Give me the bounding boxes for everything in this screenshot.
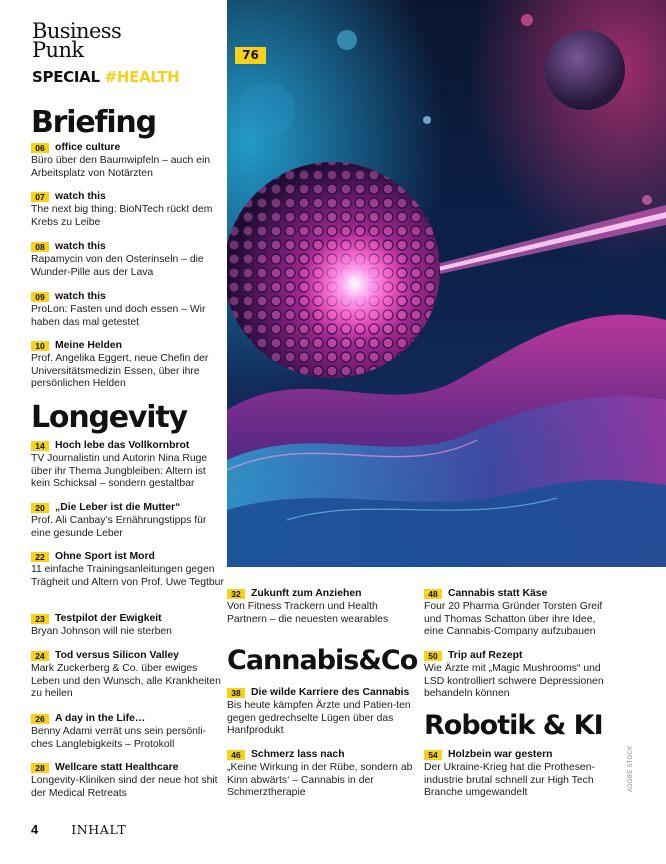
entry-description: Wie Ärzte mit „Magic Mushrooms“ und LSD kontrolliert schwere Depressionen behandeln können (424, 663, 604, 700)
toc-entry[interactable] (31, 762, 227, 800)
entry-description: Von Fitness Trackern und Health Partnern – die neuesten wearables (227, 601, 389, 625)
entry-description: Prof. Ali Canbay’s Ernährungstipps für eine gesunde Leber (31, 515, 207, 539)
page-number-badge: 24 (31, 651, 49, 661)
entry-title: Ohne Sport ist Mord (55, 551, 155, 562)
entry-title: office culture (55, 142, 121, 153)
page-number-badge: 48 (424, 589, 442, 599)
footer-label: INHALT (71, 822, 127, 837)
entry-title: Holzbein war gestern (448, 749, 553, 760)
entry-description: Longevity-Kliniken sind der neue hot shit der Medical Retreats (31, 775, 218, 799)
brand-line-2: Punk (32, 38, 84, 62)
page-number-badge: 28 (31, 763, 49, 773)
entry-title: watch this (55, 191, 106, 202)
special-label: SPECIAL (32, 68, 100, 86)
page-number-badge: 23 (31, 614, 49, 624)
entry-description: Bis heute kämpfen Ärzte und Patien-ten gegen gedrechselte Lügen über das Hanfprodukt (227, 700, 411, 737)
footer-page-number: 4 (31, 822, 39, 837)
entry-title: Die wilde Karriere des Cannabis (251, 687, 410, 698)
entry-title: A day in the Life… (55, 713, 146, 724)
entry-description: ProLon: Fasten und doch essen – Wir haben das mal getestet (31, 304, 206, 328)
page-number-badge: 38 (227, 688, 245, 698)
toc-entry[interactable] (31, 191, 227, 229)
entry-description: Büro über den Baumwipfeln – auch ein Arbeitsplatz von Notärzten (31, 155, 211, 179)
entry-title: Tod versus Silicon Valley (55, 650, 179, 661)
section-heading-robotik: Robotik & KI (424, 710, 603, 741)
toc-entry[interactable] (31, 340, 227, 391)
page-number-badge: 06 (31, 143, 49, 153)
entry-description: TV Journalistin und Autorin Nina Ruge über ihr Thema Jungbleiben: Altern ist kein Schicksal – sondern gestaltbar (31, 453, 208, 490)
section-heading-briefing: Briefing (31, 105, 156, 140)
entry-title: watch this (55, 241, 106, 252)
page-footer (31, 822, 126, 837)
toc-entry[interactable] (31, 142, 227, 180)
special-tagline (32, 68, 212, 86)
toc-entry[interactable] (227, 687, 413, 738)
entry-title: watch this (55, 291, 106, 302)
entry-title: Zukunft zum Anziehen (251, 588, 362, 599)
entry-description: The next big thing: BioNTech rückt dem Krebs zu Leibe (31, 204, 213, 228)
page-number-badge: 50 (424, 651, 442, 661)
page-number-badge: 08 (31, 242, 49, 252)
toc-entry[interactable] (31, 502, 227, 540)
hero-image (227, 0, 666, 567)
cover-page-badge: 76 (235, 47, 266, 64)
page-number-badge: 32 (227, 589, 245, 599)
masthead (32, 19, 212, 86)
page-number-badge: 26 (31, 714, 49, 724)
entry-title: Schmerz lass nach (251, 749, 345, 760)
entry-description: Benny Adami verrät uns sein persönli-ches Langlebigkeits – Protokoll (31, 726, 206, 750)
entry-description: Rapamycin von den Osterinseln – die Wunder-Pille aus der Lava (31, 254, 204, 278)
page-number-badge: 14 (31, 441, 49, 451)
toc-entry[interactable] (424, 588, 610, 639)
toc-entry[interactable] (424, 650, 610, 701)
photo-credit: ADOBE STOCK (628, 745, 634, 792)
page-number-badge: 09 (31, 292, 49, 302)
section-heading-cannabis: Cannabis&Co (227, 645, 418, 676)
toc-entry[interactable] (227, 749, 413, 800)
health-tag: #HEALTH (104, 68, 180, 86)
entry-description: Mark Zuckerberg & Co. über ewiges Leben und den Wunsch, alle Krankheiten zu heilen (31, 663, 221, 700)
toc-entry[interactable] (31, 650, 227, 701)
page-number-badge: 46 (227, 750, 245, 760)
toc-entry[interactable] (31, 241, 227, 279)
entry-description: Der Ukraine-Krieg hat die Prothesen-industrie brutal schnell zur High Tech Branche umgewandelt (424, 762, 595, 799)
page-number-badge: 54 (424, 750, 442, 760)
entry-title: Wellcare statt Healthcare (55, 762, 179, 773)
toc-entry[interactable] (31, 551, 227, 589)
toc-entry[interactable] (31, 613, 227, 639)
section-heading-longevity: Longevity (31, 400, 187, 435)
toc-entry[interactable] (31, 291, 227, 329)
page-number-badge: 22 (31, 552, 49, 562)
brand-line-1: Business (32, 19, 122, 43)
entry-title: „Die Leber ist die Mutter“ (55, 502, 181, 513)
toc-entry[interactable] (31, 440, 227, 491)
entry-description: „Keine Wirkung in der Rübe, sondern ab Kinn abwärts‘ – Cannabis in der Schmerztherapie (227, 762, 413, 799)
toc-entry[interactable] (227, 588, 413, 626)
entry-title: Hoch lebe das Vollkornbrot (55, 440, 190, 451)
entry-title: Trip auf Rezept (448, 650, 523, 661)
entry-description: Prof. Angelika Eggert, neue Chefin der Universitätsmedizin Essen, über ihre persönlichen Helden (31, 353, 209, 390)
page-number-badge: 07 (31, 192, 49, 202)
entry-description: 11 einfache Trainingsanleitungen gegen Trägheit und Altern von Prof. Uwe Tegtbur (31, 564, 224, 588)
toc-entry[interactable] (424, 749, 610, 800)
entry-title: Testpilot der Ewigkeit (55, 613, 162, 624)
entry-title: Cannabis statt Käse (448, 588, 548, 599)
page-number-badge: 20 (31, 503, 49, 513)
page-number-badge: 10 (31, 341, 49, 351)
toc-entry[interactable] (31, 713, 227, 751)
entry-description: Four 20 Pharma Gründer Torsten Greif und Thomas Schatton über ihre Idee, eine Cannabis-Company aufzubauen (424, 601, 603, 638)
entry-description: Bryan Johnson will nie sterben (31, 626, 172, 638)
entry-title: Meine Helden (55, 340, 122, 351)
